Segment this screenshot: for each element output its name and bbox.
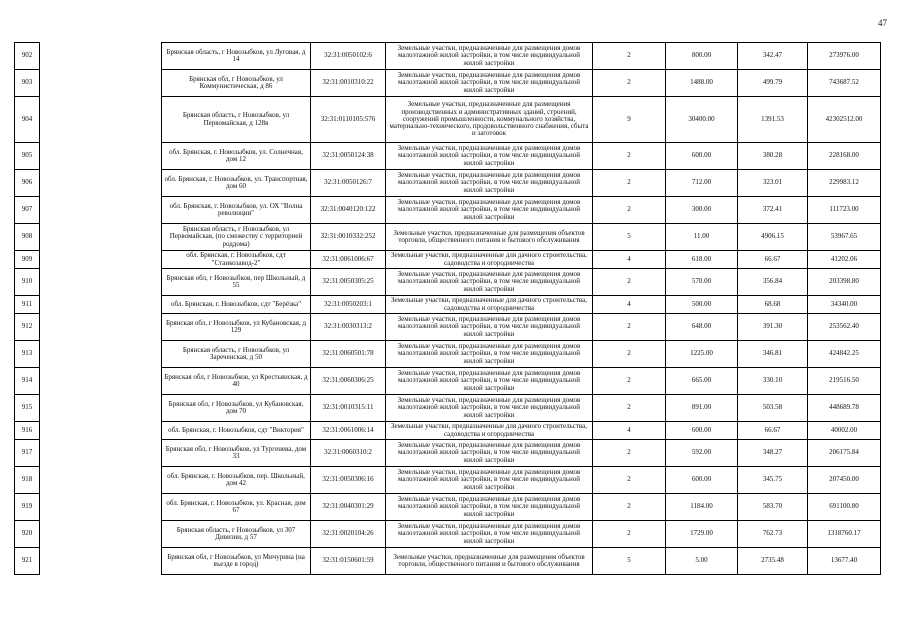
area-cell: 500.00 xyxy=(666,296,738,314)
spacer-cell xyxy=(40,341,162,368)
group-cell: 2 xyxy=(593,395,666,422)
area-cell: 300.00 xyxy=(666,197,738,224)
table-row xyxy=(15,143,881,170)
specific-value-cell: 342.47 xyxy=(738,43,808,70)
row-number: 916 xyxy=(15,422,40,440)
table-row xyxy=(15,314,881,341)
table-row xyxy=(15,422,881,440)
cadastral-value-cell: 207450.00 xyxy=(808,467,881,494)
spacer-cell xyxy=(40,395,162,422)
table-row xyxy=(15,494,881,521)
address-cell: обл. Брянская, г. Новозыбков, ул. Транспортная, дом 60 xyxy=(162,170,311,197)
spacer-cell xyxy=(40,43,162,70)
group-cell: 2 xyxy=(593,197,666,224)
group-cell: 2 xyxy=(593,269,666,296)
cadastral-value-cell: 13677.40 xyxy=(808,548,881,575)
row-number: 914 xyxy=(15,368,40,395)
specific-value-cell: 762.73 xyxy=(738,521,808,548)
table-row xyxy=(15,269,881,296)
row-number: 921 xyxy=(15,548,40,575)
cadastral-value-cell: 42302512.00 xyxy=(808,97,881,143)
cadastral-number-cell: 32:31:0010315:11 xyxy=(311,395,386,422)
group-cell: 2 xyxy=(593,521,666,548)
group-cell: 2 xyxy=(593,143,666,170)
table-row xyxy=(15,341,881,368)
purpose-cell: Земельные участки, предназначенные для дачного строительства, садоводства и огородничества xyxy=(386,422,593,440)
row-number: 906 xyxy=(15,170,40,197)
group-cell: 2 xyxy=(593,494,666,521)
area-cell: 592.00 xyxy=(666,440,738,467)
row-number: 907 xyxy=(15,197,40,224)
cadastral-value-cell: 743687.52 xyxy=(808,70,881,97)
address-cell: Брянская обл, г Новозыбков, ул Кубановская, дом 70 xyxy=(162,395,311,422)
address-cell: Брянская область, г Новозыбков, ул 307 Дивизии, д 57 xyxy=(162,521,311,548)
cadastral-value-cell: 41202.06 xyxy=(808,251,881,269)
group-cell: 2 xyxy=(593,368,666,395)
address-cell: обл. Брянская, г. Новозыбков, сдт "Станкозавод-2" xyxy=(162,251,311,269)
spacer-cell xyxy=(40,548,162,575)
table-row xyxy=(15,197,881,224)
spacer-cell xyxy=(40,197,162,224)
row-number: 920 xyxy=(15,521,40,548)
address-cell: Брянская обл, г Новозыбков, ул Кубановская, д 129 xyxy=(162,314,311,341)
cadastral-value-cell: 228168.00 xyxy=(808,143,881,170)
row-number: 912 xyxy=(15,314,40,341)
cadastral-number-cell: 32:31:0061006:14 xyxy=(311,422,386,440)
purpose-cell: Земельные участки, предназначенные для размещения домов малоэтажной жилой застройки, в том числе индивидуальной жилой застройки xyxy=(386,314,593,341)
cadastral-value-cell: 691100.80 xyxy=(808,494,881,521)
cadastral-value-cell: 40002.00 xyxy=(808,422,881,440)
cadastral-value-cell: 448689.78 xyxy=(808,395,881,422)
group-cell: 2 xyxy=(593,170,666,197)
area-cell: 570.00 xyxy=(666,269,738,296)
row-number: 913 xyxy=(15,341,40,368)
area-cell: 1225.00 xyxy=(666,341,738,368)
cadastral-number-cell: 32:31:0150601:59 xyxy=(311,548,386,575)
table-row xyxy=(15,395,881,422)
spacer-cell xyxy=(40,422,162,440)
cadastral-number-cell: 32:31:0040120:122 xyxy=(311,197,386,224)
specific-value-cell: 391.30 xyxy=(738,314,808,341)
address-cell: обл. Брянская, г. Новозыбков, сдт "Берёзка" xyxy=(162,296,311,314)
area-cell: 1184.00 xyxy=(666,494,738,521)
row-number: 915 xyxy=(15,395,40,422)
purpose-cell: Земельные участки, предназначенные для размещения домов малоэтажной жилой застройки, в том числе индивидуальной жилой застройки xyxy=(386,368,593,395)
land-plot-table xyxy=(14,42,881,575)
area-cell: 600.00 xyxy=(666,467,738,494)
area-cell: 648.00 xyxy=(666,314,738,341)
address-cell: Брянская область, г Новозыбков, ул Зареченская, д 50 xyxy=(162,341,311,368)
cadastral-value-cell: 111723.00 xyxy=(808,197,881,224)
group-cell: 2 xyxy=(593,467,666,494)
cadastral-value-cell: 424842.25 xyxy=(808,341,881,368)
cadastral-number-cell: 32:31:0050306:16 xyxy=(311,467,386,494)
specific-value-cell: 68.68 xyxy=(738,296,808,314)
cadastral-number-cell: 32:31:0061006:67 xyxy=(311,251,386,269)
address-cell: Брянская область, г Новозыбков, ул Первомайская, (по смежеству с территорией роддома) xyxy=(162,224,311,251)
group-cell: 2 xyxy=(593,43,666,70)
address-cell: Брянская обл, г Новозыбков, пер Школьный, д 55 xyxy=(162,269,311,296)
purpose-cell: Земельные участки, предназначенные для размещения объектов торговли, общественного питания и бытового обслуживания xyxy=(386,224,593,251)
area-cell: 665.00 xyxy=(666,368,738,395)
cadastral-value-cell: 273976.00 xyxy=(808,43,881,70)
purpose-cell: Земельные участки, предназначенные для размещения объектов торговли, общественного питания и бытового обслуживания xyxy=(386,548,593,575)
address-cell: Брянская обл, г Новозыбков, ул Мичурина (на въезде в город) xyxy=(162,548,311,575)
row-number: 902 xyxy=(15,43,40,70)
row-number: 919 xyxy=(15,494,40,521)
cadastral-number-cell: 32:31:0020104:26 xyxy=(311,521,386,548)
specific-value-cell: 66.67 xyxy=(738,422,808,440)
area-cell: 600.00 xyxy=(666,422,738,440)
area-cell: 891.00 xyxy=(666,395,738,422)
spacer-cell xyxy=(40,314,162,341)
spacer-cell xyxy=(40,521,162,548)
table-row xyxy=(15,170,881,197)
purpose-cell: Земельные участки, предназначенные для размещения производственных и административных зданий, строений, сооружений промышленности, коммунального хозяйства, материально-технического, продовольственного снабжения, сбыта и заготовок xyxy=(386,97,593,143)
table-row xyxy=(15,296,881,314)
group-cell: 5 xyxy=(593,224,666,251)
specific-value-cell: 1391.53 xyxy=(738,97,808,143)
cadastral-number-cell: 32:31:0110105:576 xyxy=(311,97,386,143)
table-row xyxy=(15,43,881,70)
area-cell: 1729.00 xyxy=(666,521,738,548)
address-cell: обл. Брянская, г. Новозыбков, сдт "Виктория" xyxy=(162,422,311,440)
spacer-cell xyxy=(40,269,162,296)
spacer-cell xyxy=(40,70,162,97)
address-cell: Брянская обл, г Новозыбков, ул Коммунистическая, д 86 xyxy=(162,70,311,97)
spacer-cell xyxy=(40,97,162,143)
purpose-cell: Земельные участки, предназначенные для размещения домов малоэтажной жилой застройки, в том числе индивидуальной жилой застройки xyxy=(386,440,593,467)
specific-value-cell: 380.28 xyxy=(738,143,808,170)
area-cell: 5.00 xyxy=(666,548,738,575)
group-cell: 9 xyxy=(593,97,666,143)
address-cell: обл. Брянская, г. Новозыбков, ул. ОХ "Волна революции" xyxy=(162,197,311,224)
specific-value-cell: 345.75 xyxy=(738,467,808,494)
table-row xyxy=(15,251,881,269)
cadastral-number-cell: 32:31:0060310:2 xyxy=(311,440,386,467)
table-row xyxy=(15,70,881,97)
area-cell: 600.00 xyxy=(666,143,738,170)
purpose-cell: Земельные участки, предназначенные для размещения домов малоэтажной жилой застройки, в том числе индивидуальной жилой застройки xyxy=(386,269,593,296)
group-cell: 2 xyxy=(593,341,666,368)
purpose-cell: Земельные участки, предназначенные для размещения домов малоэтажной жилой застройки, в том числе индивидуальной жилой застройки xyxy=(386,494,593,521)
purpose-cell: Земельные участки, предназначенные для размещения домов малоэтажной жилой застройки, в том числе индивидуальной жилой застройки xyxy=(386,43,593,70)
area-cell: 712.00 xyxy=(666,170,738,197)
spacer-cell xyxy=(40,467,162,494)
group-cell: 2 xyxy=(593,70,666,97)
address-cell: Брянская область, г Новозыбков, ул Луговая, д 14 xyxy=(162,43,311,70)
cadastral-value-cell: 203398.80 xyxy=(808,269,881,296)
specific-value-cell: 503.58 xyxy=(738,395,808,422)
cadastral-number-cell: 32:31:0050102:6 xyxy=(311,43,386,70)
table-row xyxy=(15,97,881,143)
specific-value-cell: 2735.48 xyxy=(738,548,808,575)
address-cell: обл. Брянская, г. Новозыбков, пер. Школьный, дом 42 xyxy=(162,467,311,494)
table-row xyxy=(15,368,881,395)
purpose-cell: Земельные участки, предназначенные для размещения домов малоэтажной жилой застройки, в том числе индивидуальной жилой застройки xyxy=(386,467,593,494)
cadastral-value-cell: 229983.12 xyxy=(808,170,881,197)
row-number: 904 xyxy=(15,97,40,143)
row-number: 917 xyxy=(15,440,40,467)
cadastral-value-cell: 206175.84 xyxy=(808,440,881,467)
cadastral-number-cell: 32:31:0050203:1 xyxy=(311,296,386,314)
cadastral-number-cell: 32:31:0060306:25 xyxy=(311,368,386,395)
group-cell: 4 xyxy=(593,296,666,314)
purpose-cell: Земельные участки, предназначенные для размещения домов малоэтажной жилой застройки, в том числе индивидуальной жилой застройки xyxy=(386,170,593,197)
spacer-cell xyxy=(40,296,162,314)
table-row xyxy=(15,224,881,251)
purpose-cell: Земельные участки, предназначенные для дачного строительства, садоводства и огородничества xyxy=(386,296,593,314)
cadastral-value-cell: 34340.00 xyxy=(808,296,881,314)
purpose-cell: Земельные участки, предназначенные для дачного строительства, садоводства и огородничества xyxy=(386,251,593,269)
spacer-cell xyxy=(40,440,162,467)
specific-value-cell: 348.27 xyxy=(738,440,808,467)
area-cell: 800.00 xyxy=(666,43,738,70)
address-cell: Брянская обл, г Новозыбков, ул Тургенева, дом 33 xyxy=(162,440,311,467)
purpose-cell: Земельные участки, предназначенные для размещения домов малоэтажной жилой застройки, в том числе индивидуальной жилой застройки xyxy=(386,70,593,97)
cadastral-value-cell: 219516.50 xyxy=(808,368,881,395)
address-cell: обл. Брянская, г. Новозыбков, ул. Красная, дом 67 xyxy=(162,494,311,521)
row-number: 918 xyxy=(15,467,40,494)
cadastral-number-cell: 32:31:0050305:25 xyxy=(311,269,386,296)
area-cell: 1488.00 xyxy=(666,70,738,97)
cadastral-number-cell: 32:31:0030313:2 xyxy=(311,314,386,341)
spacer-cell xyxy=(40,143,162,170)
specific-value-cell: 346.81 xyxy=(738,341,808,368)
spacer-cell xyxy=(40,224,162,251)
specific-value-cell: 330.10 xyxy=(738,368,808,395)
group-cell: 2 xyxy=(593,314,666,341)
group-cell: 4 xyxy=(593,422,666,440)
table-row xyxy=(15,440,881,467)
area-cell: 618.00 xyxy=(666,251,738,269)
row-number: 903 xyxy=(15,70,40,97)
cadastral-number-cell: 32:31:0050126:7 xyxy=(311,170,386,197)
address-cell: обл. Брянская, г. Новозыбков, ул. Солнечная, дом 12 xyxy=(162,143,311,170)
spacer-cell xyxy=(40,368,162,395)
specific-value-cell: 66.67 xyxy=(738,251,808,269)
area-cell: 30400.00 xyxy=(666,97,738,143)
cadastral-number-cell: 32:31:0010332:252 xyxy=(311,224,386,251)
cadastral-value-cell: 53967.65 xyxy=(808,224,881,251)
spacer-cell xyxy=(40,251,162,269)
purpose-cell: Земельные участки, предназначенные для размещения домов малоэтажной жилой застройки, в том числе индивидуальной жилой застройки xyxy=(386,341,593,368)
specific-value-cell: 4906.15 xyxy=(738,224,808,251)
table-row xyxy=(15,467,881,494)
cadastral-number-cell: 32:31:0050124:38 xyxy=(311,143,386,170)
group-cell: 4 xyxy=(593,251,666,269)
purpose-cell: Земельные участки, предназначенные для размещения домов малоэтажной жилой застройки, в том числе индивидуальной жилой застройки xyxy=(386,143,593,170)
row-number: 908 xyxy=(15,224,40,251)
cadastral-number-cell: 32:31:0040301:29 xyxy=(311,494,386,521)
spacer-cell xyxy=(40,494,162,521)
specific-value-cell: 356.84 xyxy=(738,269,808,296)
specific-value-cell: 499.79 xyxy=(738,70,808,97)
spacer-cell xyxy=(40,170,162,197)
purpose-cell: Земельные участки, предназначенные для размещения домов малоэтажной жилой застройки, в том числе индивидуальной жилой застройки xyxy=(386,395,593,422)
area-cell: 11.00 xyxy=(666,224,738,251)
table-row xyxy=(15,548,881,575)
purpose-cell: Земельные участки, предназначенные для размещения домов малоэтажной жилой застройки, в том числе индивидуальной жилой застройки xyxy=(386,521,593,548)
specific-value-cell: 583.70 xyxy=(738,494,808,521)
row-number: 909 xyxy=(15,251,40,269)
specific-value-cell: 323.01 xyxy=(738,170,808,197)
cadastral-number-cell: 32:31:0060501:78 xyxy=(311,341,386,368)
table-row xyxy=(15,521,881,548)
row-number: 905 xyxy=(15,143,40,170)
address-cell: Брянская обл, г Новозыбков, ул Крестьянская, д 40 xyxy=(162,368,311,395)
page-number: 47 xyxy=(878,18,887,28)
address-cell: Брянская область, г Новозыбков, ул Первомайская, д 128в xyxy=(162,97,311,143)
row-number: 910 xyxy=(15,269,40,296)
cadastral-value-cell: 253562.40 xyxy=(808,314,881,341)
cadastral-value-cell: 1318760.17 xyxy=(808,521,881,548)
group-cell: 5 xyxy=(593,548,666,575)
group-cell: 2 xyxy=(593,440,666,467)
table-body xyxy=(15,43,881,575)
cadastral-number-cell: 32:31:0010310:22 xyxy=(311,70,386,97)
row-number: 911 xyxy=(15,296,40,314)
specific-value-cell: 372.41 xyxy=(738,197,808,224)
purpose-cell: Земельные участки, предназначенные для размещения домов малоэтажной жилой застройки, в том числе индивидуальной жилой застройки xyxy=(386,197,593,224)
